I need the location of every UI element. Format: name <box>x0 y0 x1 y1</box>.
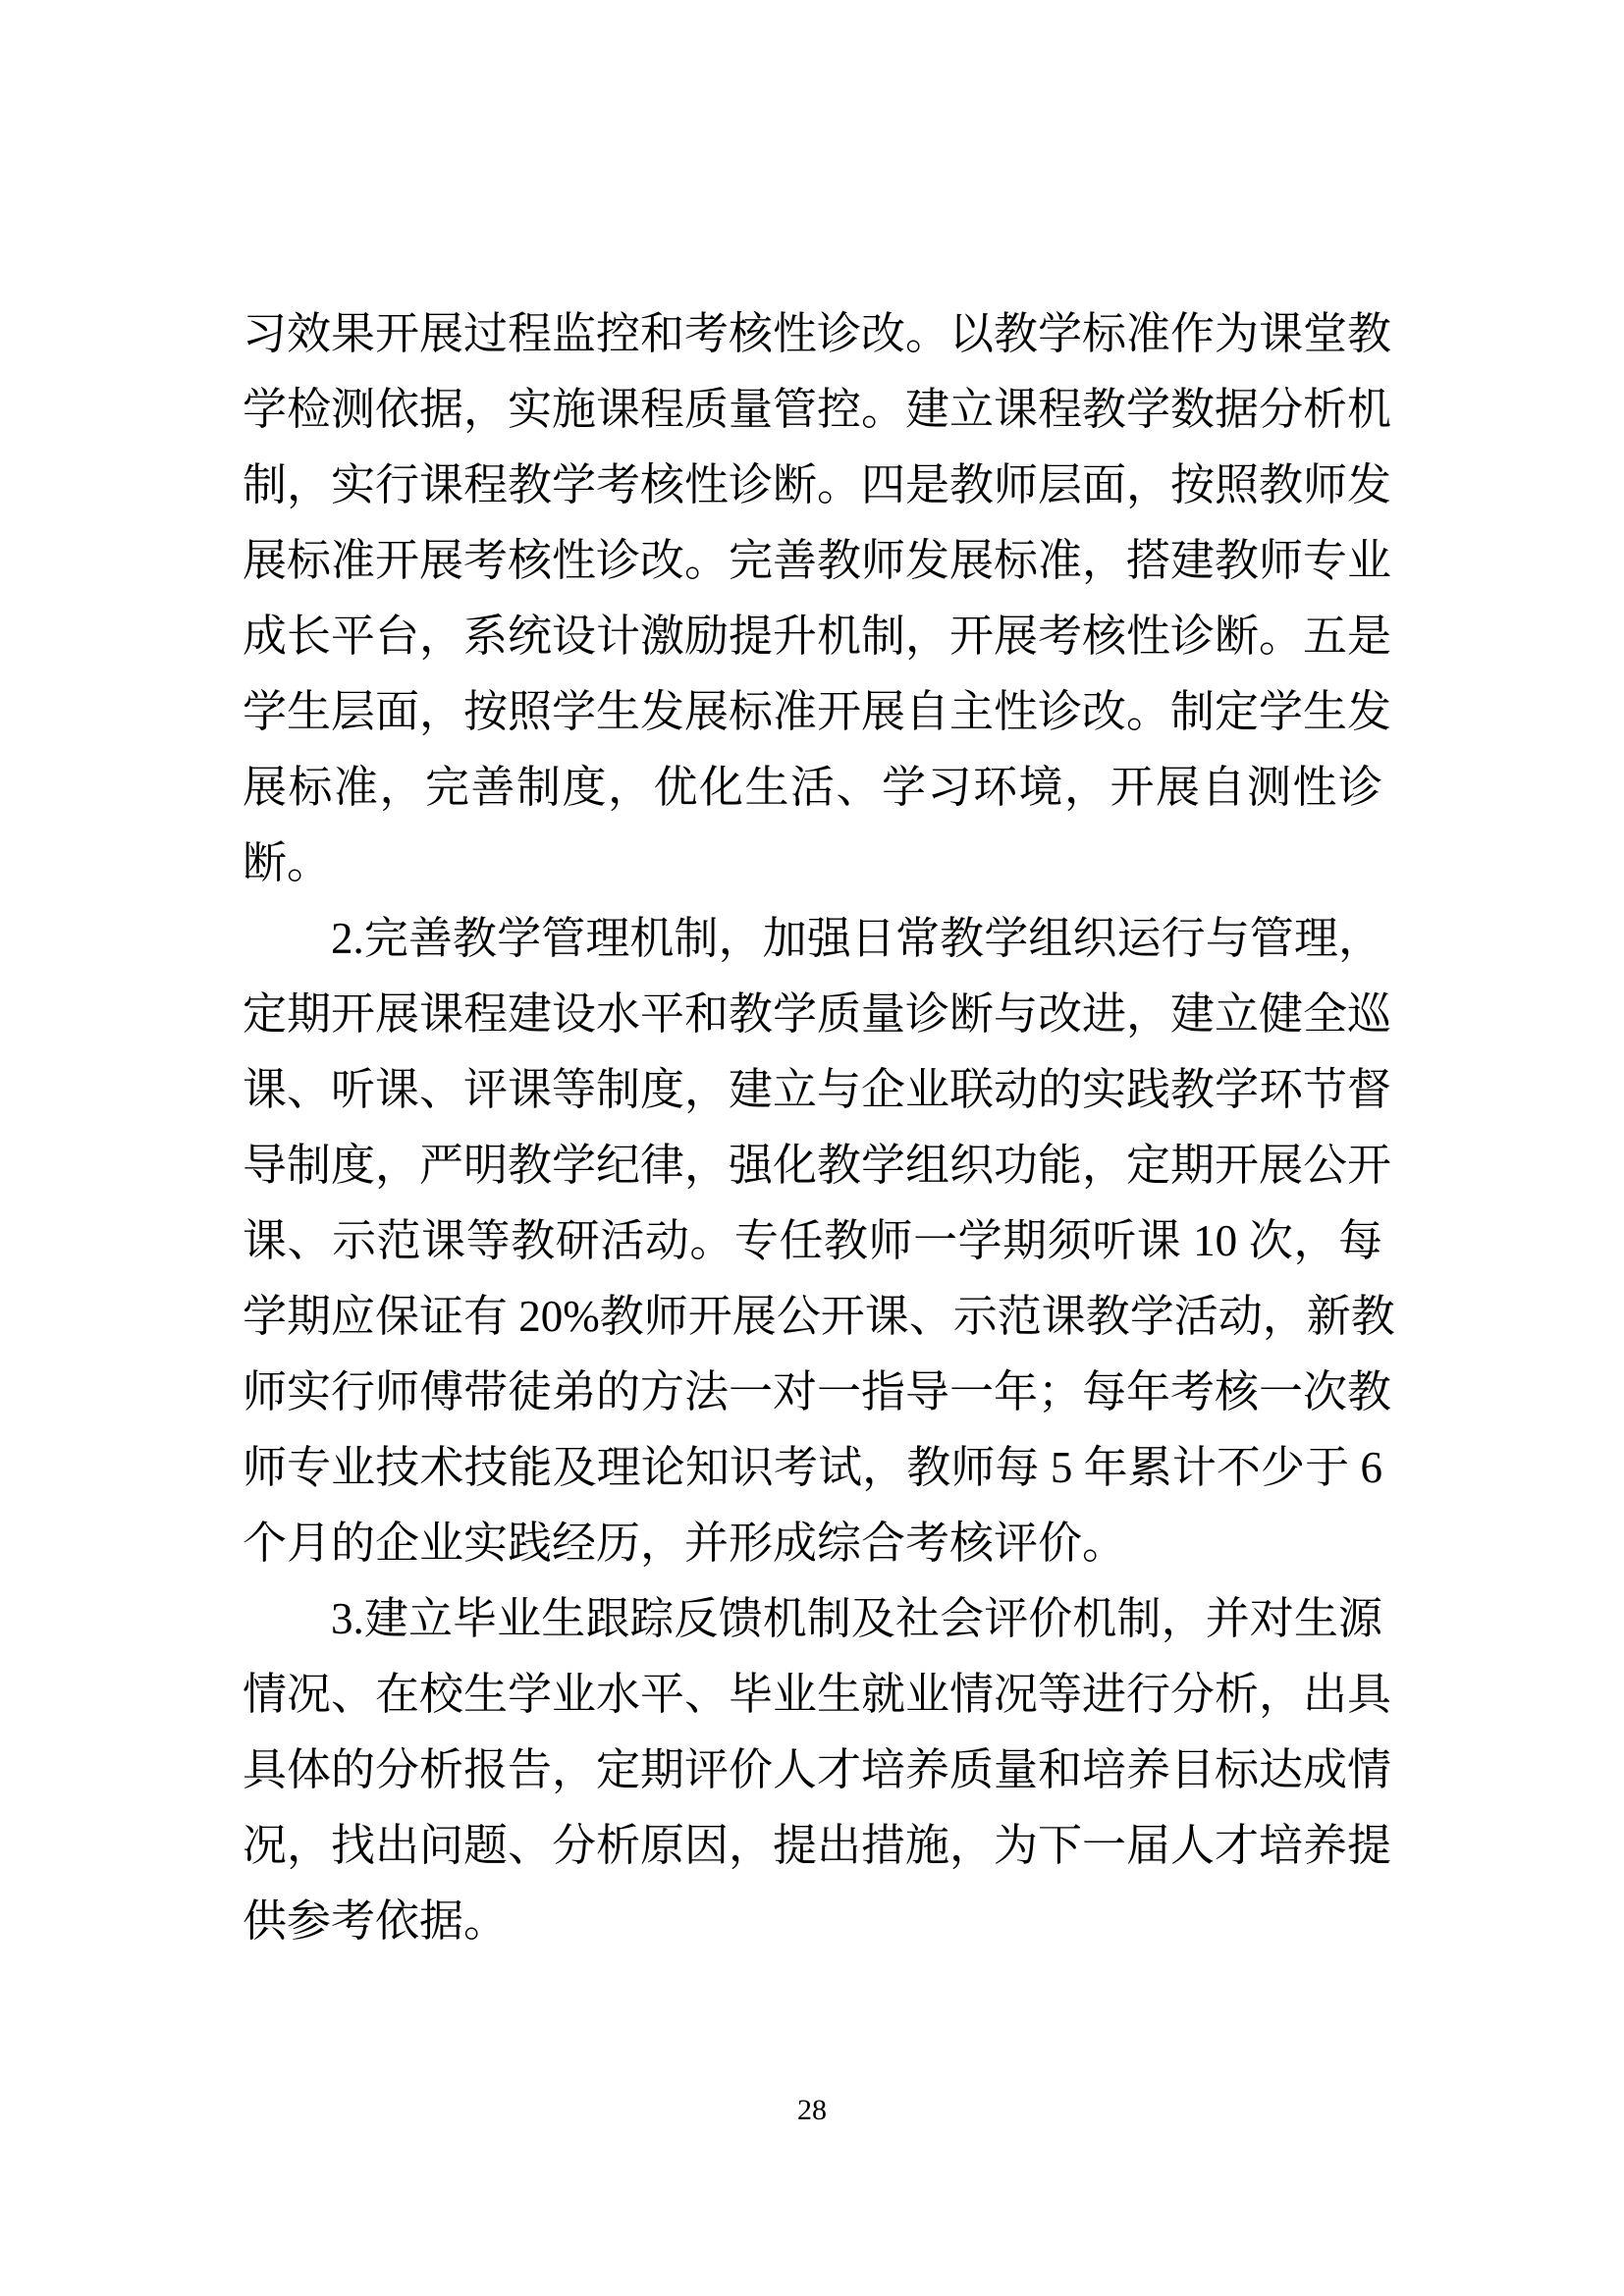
text-line: 学检测依据，实施课程质量管控。建立课程教学数据分析机 <box>243 385 1392 434</box>
text-line: 2.完善教学管理机制，加强日常教学组织运行与管理， <box>331 914 1382 963</box>
text-line: 个月的企业实践经历，并形成综合考核评价。 <box>243 1519 1127 1568</box>
text-line: 况，找出问题、分析原因，提出措施，为下一届人才培养提 <box>243 1821 1392 1870</box>
text-line: 学期应保证有 20%教师开展公开课、示范课教学活动，新教 <box>243 1292 1395 1341</box>
text-line: 师实行师傅带徒弟的方法一对一指导一年；每年考核一次教 <box>243 1367 1392 1416</box>
text-line: 断。 <box>243 838 332 887</box>
text-line: 习效果开展过程监控和考核性诊改。以教学标准作为课堂教 <box>243 309 1392 358</box>
document-body-text <box>243 296 1395 1959</box>
text-line: 成长平台，系统设计激励提升机制，开展考核性诊断。五是 <box>243 612 1392 661</box>
text-line: 课、听课、评课等制度，建立与企业联动的实践教学环节督 <box>243 1065 1392 1114</box>
text-line: 具体的分析报告，定期评价人才培养质量和培养目标达成情 <box>243 1745 1392 1794</box>
text-line: 学生层面，按照学生发展标准开展自主性诊改。制定学生发 <box>243 687 1392 736</box>
text-line: 供参考依据。 <box>243 1896 509 1946</box>
page-number: 28 <box>797 2094 827 2126</box>
text-line: 展标准，完善制度，优化生活、学习环境，开展自测性诊 <box>243 763 1382 812</box>
text-line: 定期开展课程建设水平和教学质量诊断与改进，建立健全巡 <box>243 989 1392 1039</box>
text-line: 展标准开展考核性诊改。完善教师发展标准，搭建教师专业 <box>243 536 1392 585</box>
text-line: 导制度，严明教学纪律，强化教学组织功能，定期开展公开 <box>243 1141 1392 1190</box>
text-line: 3.建立毕业生跟踪反馈机制及社会评价机制，并对生源 <box>331 1594 1382 1643</box>
text-line: 师专业技术技能及理论知识考试，教师每 5 年累计不少于 6 <box>243 1443 1382 1492</box>
text-line: 课、示范课等教研活动。专任教师一学期须听课 10 次，每 <box>243 1216 1382 1265</box>
text-line: 制，实行课程教学考核性诊断。四是教师层面，按照教师发 <box>243 460 1392 509</box>
text-line: 情况、在校生学业水平、毕业生就业情况等进行分析，出具 <box>243 1670 1392 1719</box>
